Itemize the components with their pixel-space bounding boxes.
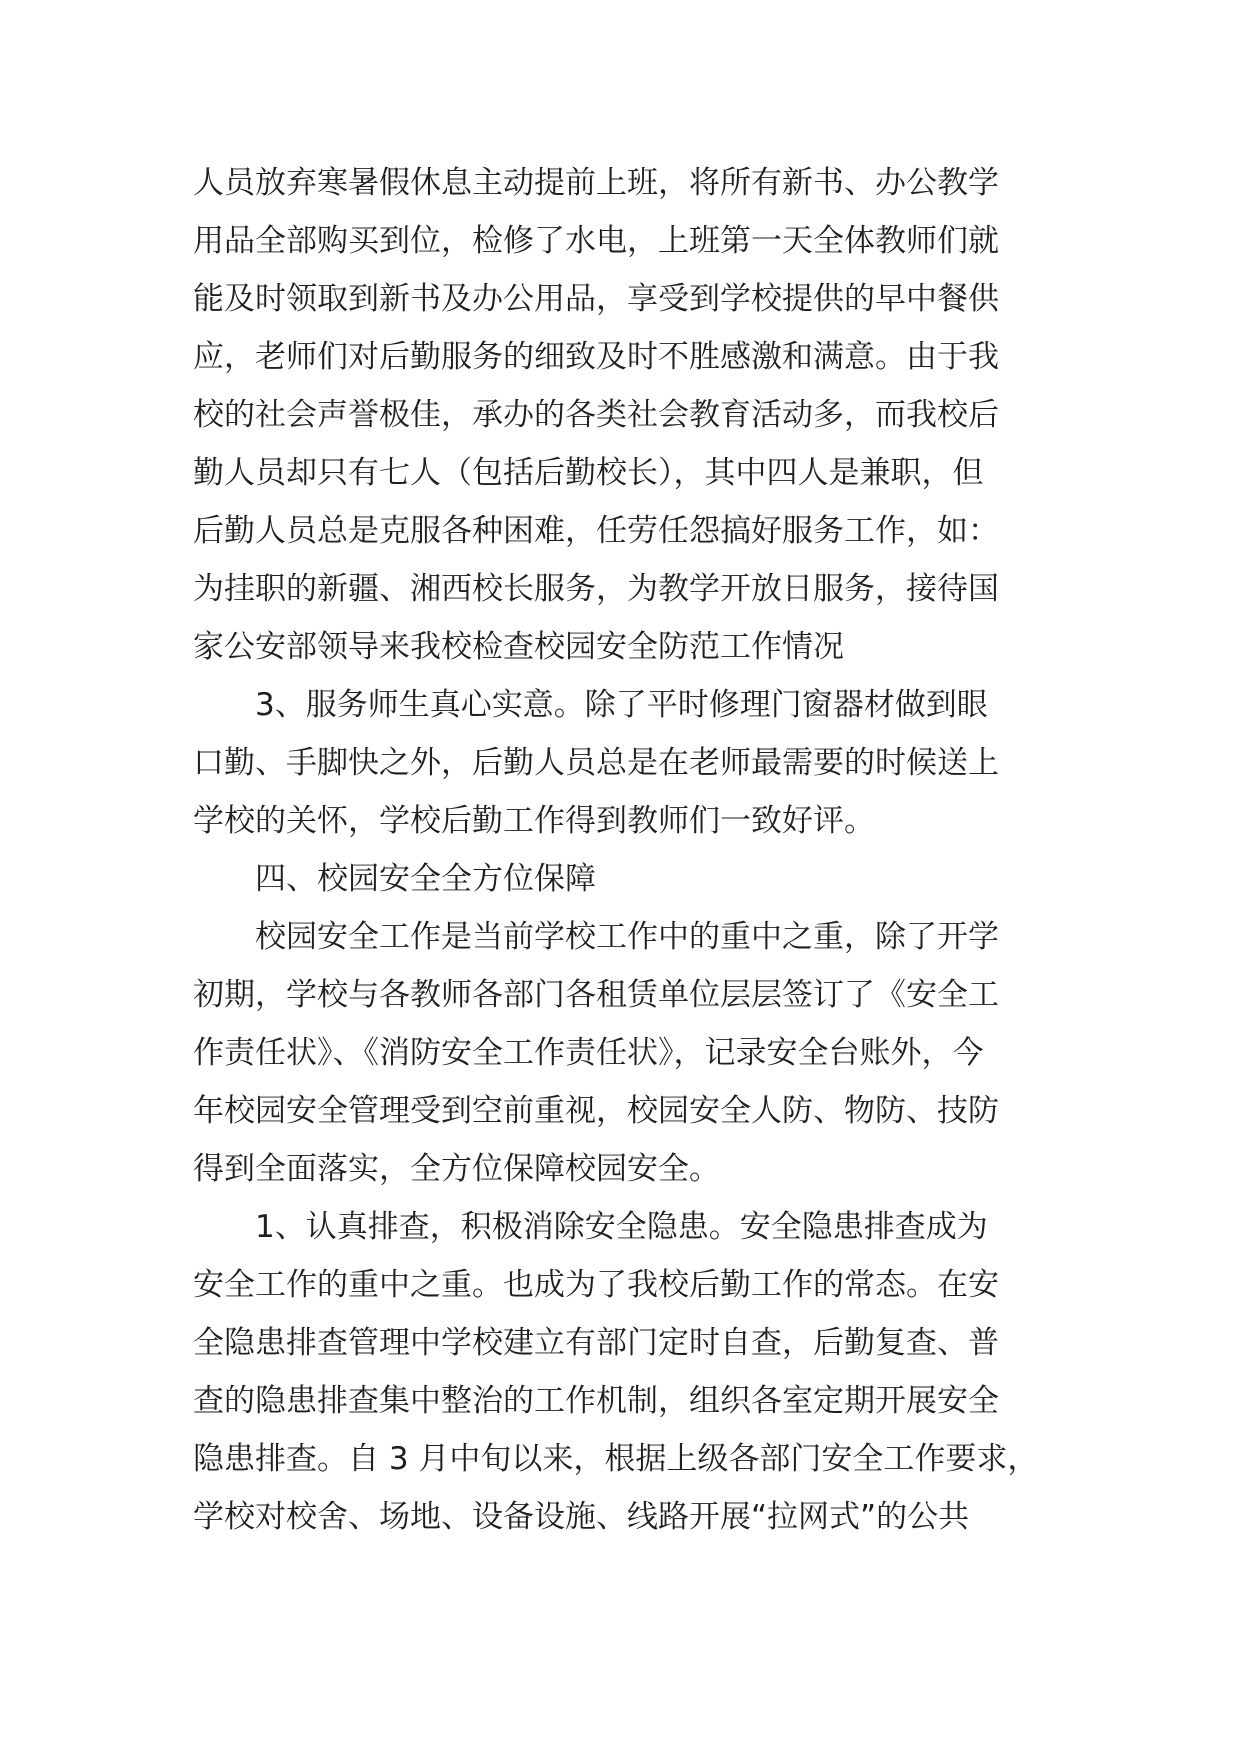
text-line-11: 口勤、手脚快之外，后勤人员总是在老师最需要的时候送上 xyxy=(193,745,999,781)
text-line-17: 年校园安全管理受到空前重视，校园安全人防、物防、技防 xyxy=(193,1093,999,1129)
text-line-5: 校的社会声誉极佳，承办的各类社会教育活动多，而我校后 xyxy=(193,397,999,433)
text-line-2: 用品全部购买到位，检修了水电，上班第一天全体教师们就 xyxy=(193,223,999,259)
text-line-15: 初期，学校与各教师各部门各租赁单位层层签订了《安全工 xyxy=(193,977,999,1013)
section-heading: 四、校园安全全方位保障 xyxy=(255,861,596,897)
text-line-9: 家公安部领导来我校检查校园安全防范工作情况 xyxy=(193,629,844,665)
text-line-7: 后勤人员总是克服各种困难，任劳任怨搞好服务工作，如： xyxy=(193,513,999,549)
text-line-14: 校园安全工作是当前学校工作中的重中之重，除了开学 xyxy=(255,919,999,955)
text-line-20: 安全工作的重中之重。也成为了我校后勤工作的常态。在安 xyxy=(193,1267,999,1303)
text-line-3: 能及时领取到新书及办公用品，享受到学校提供的早中餐供 xyxy=(193,281,999,317)
text-line-19: 1、认真排查，积极消除安全隐患。安全隐患排查成为 xyxy=(255,1209,988,1245)
text-line-4: 应，老师们对后勤服务的细致及时不胜感激和满意。由于我 xyxy=(193,339,999,375)
text-line-18: 得到全面落实，全方位保障校园安全。 xyxy=(193,1151,720,1187)
text-line-16: 作责任状》、《消防安全工作责任状》，记录安全台账外，今 xyxy=(193,1035,984,1071)
text-line-6: 勤人员却只有七人（包括后勤校长），其中四人是兼职，但 xyxy=(193,455,984,491)
text-line-24: 学校对校舍、场地、设备设施、线路开展“拉网式”的公共 xyxy=(193,1499,970,1535)
text-line-12: 学校的关怀，学校后勤工作得到教师们一致好评。 xyxy=(193,803,875,839)
text-line-23: 隐患排查。自 3 月中旬以来，根据上级各部门安全工作要求， xyxy=(193,1441,1039,1477)
text-line-10: 3、服务师生真心实意。除了平时修理门窗器材做到眼 xyxy=(255,687,988,723)
text-line-8: 为挂职的新疆、湘西校长服务，为教学开放日服务，接待国 xyxy=(193,571,999,607)
text-line-21: 全隐患排查管理中学校建立有部门定时自查，后勤复查、普 xyxy=(193,1325,999,1361)
text-line-1: 人员放弃寒暑假休息主动提前上班，将所有新书、办公教学 xyxy=(193,165,999,201)
text-line-22: 查的隐患排查集中整治的工作机制，组织各室定期开展安全 xyxy=(193,1383,999,1419)
